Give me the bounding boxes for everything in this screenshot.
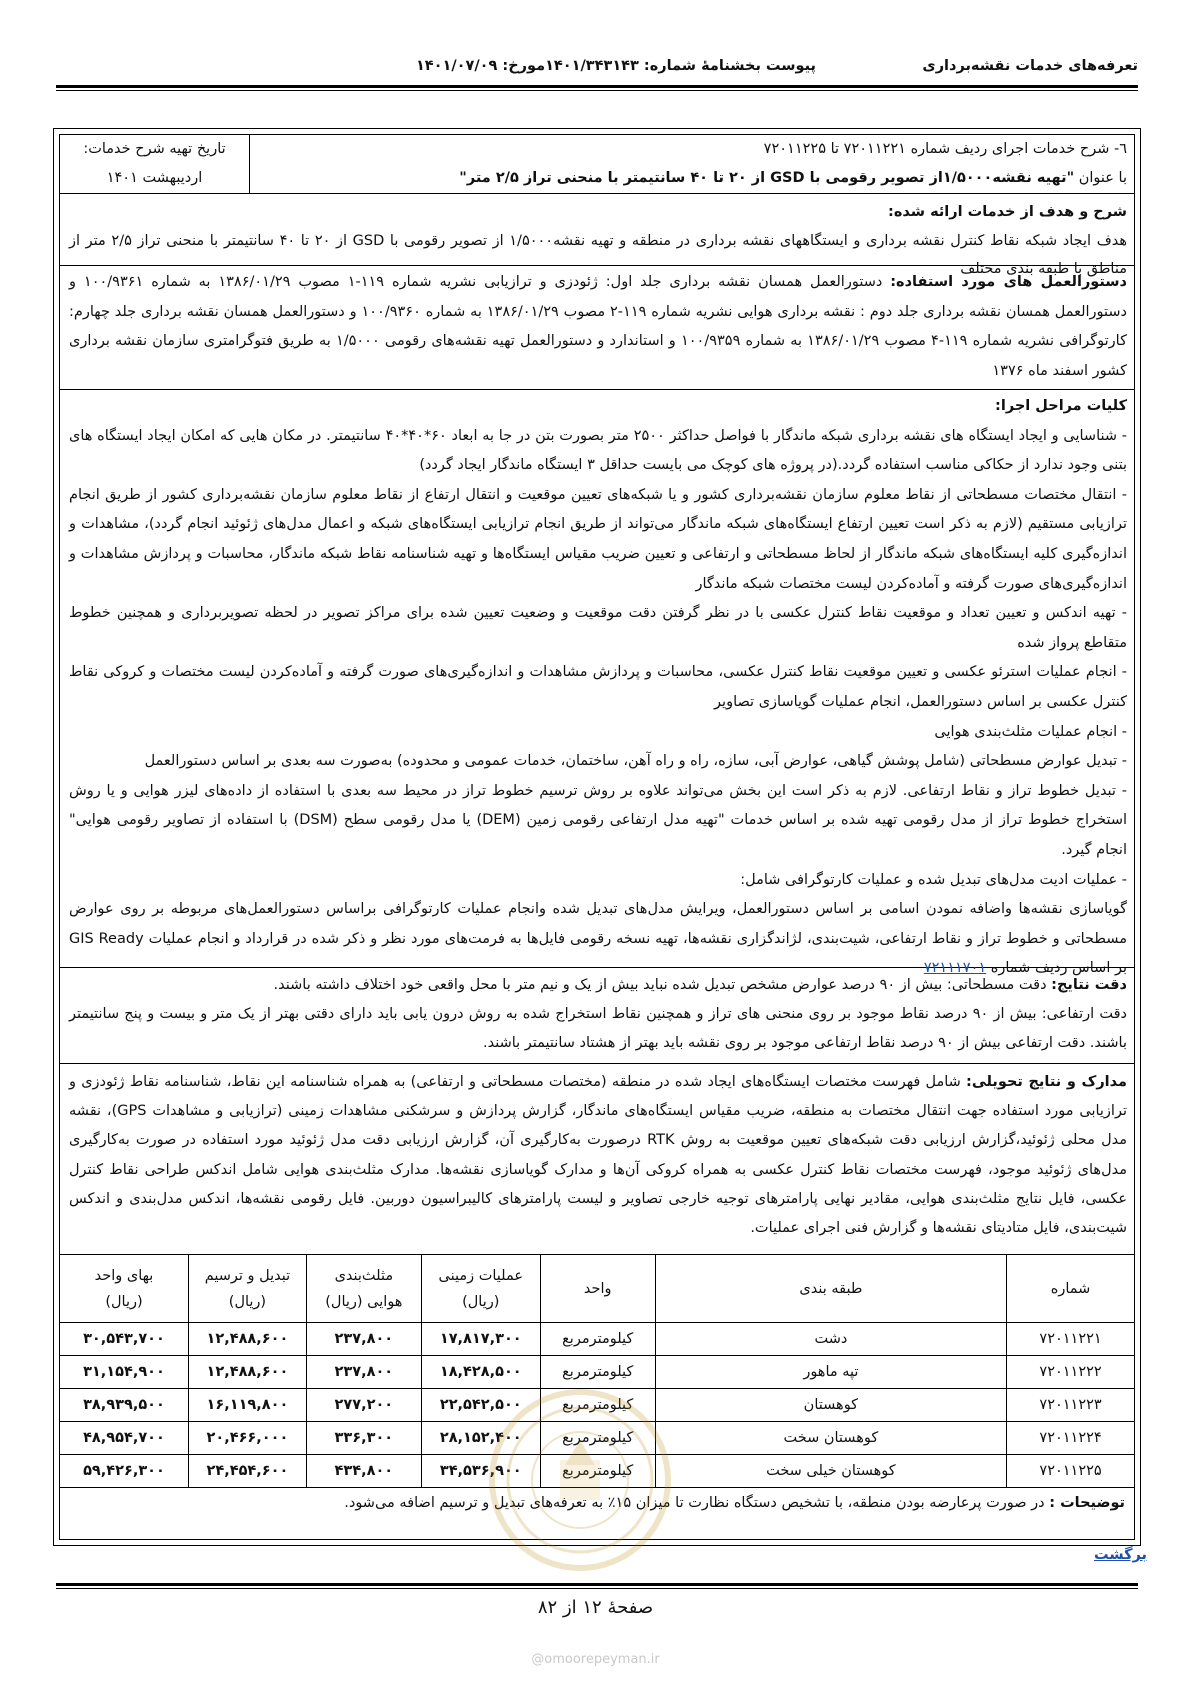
- cell-number: ۷۲۰۱۱۲۲۴: [1007, 1422, 1135, 1455]
- accuracy-planimetric: دقت مسطحاتی: بیش از ۹۰ درصد عوارض مشخص تبدیل شده نباید بیش از یک و نیم متر با محل واقعی خود اختلاف داشته باشند.: [273, 977, 1052, 993]
- cell-number: ۷۲۰۱۱۲۲۳: [1007, 1389, 1135, 1422]
- accuracy-label: دقت نتایج:: [1051, 977, 1127, 993]
- page-header: [56, 52, 1138, 82]
- cell-conv: ۱۲,۴۸۸,۶۰۰: [188, 1356, 306, 1389]
- cell-price: ۳۱,۱۵۴,۹۰۰: [60, 1356, 189, 1389]
- col-conversion: تبدیل و ترسیم (ریال): [188, 1255, 306, 1323]
- rates-table: [59, 1254, 1135, 1488]
- step-item: - تهیه اندکس و تعیین تعداد و موقعیت نقاط کنترل عکسی با در نظر گرفتن دقت موقعیت و وضعیت تعیین شده برای مراکز تصویر در لحظه تصویربرداری و همچنین خطوط متقاطع پرواز شده: [69, 605, 1127, 651]
- goal-text: هدف ایجاد شبکه نقاط کنترل نقشه برداری و ایستگاههای نقشه برداری در منطقه و تهیه نقشه۱/۵۰۰۰ از تصویر رقومی با GSD از ۲۰ تا ۴۰ سانتیمتر با منحنی تراز ۲/۵ متر از مناطق با طبقه بندی مختلف: [69, 233, 1127, 277]
- back-link[interactable]: برگشت: [1094, 1547, 1148, 1563]
- table-row: [60, 1323, 1135, 1356]
- page-number: صفحۀ ۱۲ از ۸۲: [537, 1597, 654, 1618]
- step-item: - تبدیل عوارض مسطحاتی (شامل پوشش گیاهی، عوارض آبی، سازه، راه و راه آهن، ساختمان، خدمات عمومی و محدوده) به‌صورت سه بعدی بر اساس دستورالعمل: [144, 753, 1127, 770]
- accuracy-height: دقت ارتفاعی: بیش از ۹۰ درصد نقاط موجود بر روی منحنی های تراز و همچنین نقاط استخراج شده به روش درون یابی باید دارای دقتی بهتر از یک متر و بیست و پنج سانتیمتر باشند. دقت ارتفاعی بیش از ۹۰ درصد نقاط ارتفاعی موجود بر روی نقشه باید بهتر از هشتاد سانتیمتر باشند.: [69, 1006, 1127, 1051]
- cell-number: ۷۲۰۱۱۲۲۱: [1007, 1323, 1135, 1356]
- step-item: - انجام عملیات مثلث‌بندی هوایی: [934, 723, 1127, 740]
- cell-unit: کیلومترمربع: [540, 1323, 655, 1356]
- cell-class: دشت: [655, 1323, 1006, 1356]
- table-header-row: [60, 1255, 1135, 1323]
- col-number: شماره: [1007, 1255, 1135, 1323]
- instructions-label: دستورالعمل های مورد استفاده:: [890, 274, 1128, 290]
- col-unit-price: بهای واحد (ریال): [60, 1255, 189, 1323]
- row-link[interactable]: ۷۲۱۱۱۷۰۱: [923, 960, 987, 977]
- step-item: - انتقال مختصات مسطحاتی از نقاط معلوم سازمان نقشه‌برداری کشور و یا شبکه‌های تعیین موقعیت و انتقال ارتفاع از نقاط معلوم سازمان نقشه‌برداری کشور از طریق انجام ترازیابی مستقیم (لازم به ذکر است تعیین ارتفاع ایستگاه‌های شبکه ماندگار می‌تواند از طریق انجام ترازیابی ایستگاه‌های شبکه و اعمال مدل‌های ژئوئید انجام گردد)، مشاهدات و اندازه‌گیری کلیه ایستگاه‌های شبکه ماندگار از لحاظ مسطحاتی و ارتفاعی و تعیین ضریب مقیاس ایستگاه‌ها و تهیه شناسنامه نقاط شبکه ماندگار، محاسبات و پردازش مشاهدات و اندازه‌گیری‌های صورت گرفته و آماده‌کردن لیست مختصات شبکه ماندگار: [69, 486, 1127, 592]
- cell-aero: ۲۳۷,۸۰۰: [306, 1323, 421, 1356]
- step-item: گویاسازی نقشه‌ها واضافه نمودن اسامی بر اساس دستورالعمل، ویرایش مدل‌های تبدیل شده وانجام عملیات کارتوگرافی براساس دستورالعمل‌های مربوطه بر روی عوارض مسطحاتی و خطوط تراز و نقاط ارتفاعی، شیت‌بندی، لژاندگزاری نقشه‌ها، تهیه نسخه رقومی فایل‌ها به فرمت‌های مورد نظر و ذکر شده در قرارداد و انجام عملیات GIS Ready بر اساس ردیف شماره: [69, 901, 1127, 977]
- service-title-prefix: با عنوان: [1074, 170, 1127, 186]
- table-row: [60, 1356, 1135, 1389]
- table-row: [60, 1422, 1135, 1455]
- service-rows: شرح خدمات اجرای ردیف شماره ۷۲۰۱۱۲۲۱ تا ۷۲۰۱۱۲۲۵: [763, 141, 1110, 157]
- cell-conv: ۲۰,۴۶۶,۰۰۰: [188, 1422, 306, 1455]
- cell-aero: ۴۳۴,۸۰۰: [306, 1455, 421, 1488]
- cell-ground: ۳۴,۵۳۶,۹۰۰: [421, 1455, 540, 1488]
- footer-rule-thin: [56, 1588, 1138, 1589]
- cell-class: کوهستان سخت: [655, 1422, 1006, 1455]
- col-class: طبقه بندی: [655, 1255, 1006, 1323]
- header-rule: [56, 85, 1138, 88]
- footer-rule: [56, 1583, 1138, 1586]
- accuracy-section: [59, 968, 1135, 1064]
- cell-ground: ۱۷,۸۱۷,۳۰۰: [421, 1323, 540, 1356]
- table-row: [60, 1455, 1135, 1488]
- site-watermark: @omoorepeyman.ir: [531, 1652, 660, 1667]
- instructions-section: [59, 266, 1135, 390]
- service-date-label: تاریخ تهیه شرح خدمات:: [83, 141, 226, 157]
- cell-class: تپه ماهور: [655, 1356, 1006, 1389]
- notes-label: توضیحات :: [1049, 1495, 1125, 1511]
- cell-price: ۵۹,۴۲۶,۳۰۰: [60, 1455, 189, 1488]
- cell-ground: ۲۸,۱۵۲,۴۰۰: [421, 1422, 540, 1455]
- cell-unit: کیلومترمربع: [540, 1356, 655, 1389]
- service-date-box: [59, 134, 250, 194]
- deliverables-section: [59, 1064, 1135, 1254]
- service-heading: [250, 134, 1135, 194]
- cell-price: ۳۸,۹۳۹,۵۰۰: [60, 1389, 189, 1422]
- cell-conv: ۱۲,۴۸۸,۶۰۰: [188, 1323, 306, 1356]
- goal-section: [59, 194, 1135, 277]
- step-item: - تبدیل خطوط تراز و نقاط ارتفاعی. لازم به ذکر است این بخش می‌تواند علاوه بر روش ترسیم خطوط تراز در محیط سه بعدی با استفاده از داده‌های لیزر هوایی و یا روش استخراج خطوط تراز از مدل رقومی تهیه شده بر اساس خدمات "تهیه مدل ارتفاعی رقومی زمین (DEM) یا مدل رقومی سطح (DSM) با استفاده از تصاویر رقومی هوایی" انجام گیرد.: [69, 782, 1127, 858]
- cell-ground: ۱۸,۴۲۸,۵۰۰: [421, 1356, 540, 1389]
- col-unit: واحد: [540, 1255, 655, 1323]
- cell-conv: ۱۶,۱۱۹,۸۰۰: [188, 1389, 306, 1422]
- instructions-text: دستورالعمل همسان نقشه برداری جلد اول: ژئودزی و ترازیابی نشریه شماره ۱۱۹-۱ مصوب ۱۳۸۶/۰۱/۲۹ به شماره ۱۰۰/۹۳۶۱ و دستورالعمل همسان نقشه برداری جلد دوم : نقشه برداری هوایی نشریه شماره ۱۱۹-۲ مصوب ۱۳۸۶/۰۱/۲۹ به شماره ۱۰۰/۹۳۶۰ و دستورالعمل همسان نقشه برداری جلد چهارم: کارتوگرافی نشریه شماره ۱۱۹-۴ مصوب ۱۳۸۶/۰۱/۲۹ به شماره ۱۰۰/۹۳۵۹ و استاندارد و دستورالعمل تهیه نقشه‌های رقومی ۱/۵۰۰۰ به طریق فتوگرامتری سازمان نقشه برداری کشور اسفند ماه ۱۳۷۶: [69, 274, 1128, 379]
- service-date-value: اردیبهشت ۱۴۰۱: [106, 170, 203, 186]
- cell-conv: ۲۴,۴۵۴,۶۰۰: [188, 1455, 306, 1488]
- table-row: [60, 1389, 1135, 1422]
- header-rule-thin: [56, 90, 1138, 91]
- service-number: ٦-: [1113, 141, 1127, 157]
- cell-price: ۳۰,۵۴۳,۷۰۰: [60, 1323, 189, 1356]
- cell-price: ۴۸,۹۵۴,۷۰۰: [60, 1422, 189, 1455]
- notes-section: [59, 1489, 1135, 1517]
- cell-aero: ۳۳۶,۳۰۰: [306, 1422, 421, 1455]
- cell-aero: ۲۷۷,۲۰۰: [306, 1389, 421, 1422]
- cell-aero: ۲۳۷,۸۰۰: [306, 1356, 421, 1389]
- cell-class: کوهستان خیلی سخت: [655, 1455, 1006, 1488]
- cell-number: ۷۲۰۱۱۲۲۵: [1007, 1455, 1135, 1488]
- cell-number: ۷۲۰۱۱۲۲۲: [1007, 1356, 1135, 1389]
- notes-text: در صورت پرعارضه بودن منطقه، با تشخیص دستگاه نظارت تا میزان ۱۵٪ به تعرفه‌های تبدیل و ترسیم اضافه می‌شود.: [344, 1495, 1050, 1511]
- step-item: - شناسایی و ایجاد ایستگاه های نقشه برداری شبکه ماندگار با فواصل حداکثر ۲۵۰۰ متر بصورت بتن در جا به ابعاد ۶۰*۴۰*۴۰ سانتیمتر. در مکان هایی که امکان ایجاد ایستگاه های بتنی وجود ندارد از حکاکی مناسب استفاده گردد.(در پروژه های کوچک می بایست حداقل ۳ ایستگاه ماندگار ایجاد گردد): [69, 427, 1127, 474]
- cell-unit: کیلومترمربع: [540, 1422, 655, 1455]
- cell-unit: کیلومترمربع: [540, 1389, 655, 1422]
- col-aerotriangulation: مثلث‌بندی هوایی (ریال): [306, 1255, 421, 1323]
- col-ground: عملیات زمینی (ریال): [421, 1255, 540, 1323]
- cell-ground: ۲۲,۵۴۲,۵۰۰: [421, 1389, 540, 1422]
- steps-label: کلیات مراحل اجرا:: [995, 398, 1127, 414]
- document-title: تعرفه‌های خدمات نقشه‌برداری: [922, 58, 1138, 74]
- deliverables-label: مدارک و نتایج تحویلی:: [966, 1074, 1127, 1090]
- cell-unit: کیلومترمربع: [540, 1455, 655, 1488]
- step-item: - عملیات ادیت مدل‌های تبدیل شده و عملیات کارتوگرافی شامل:: [740, 871, 1127, 888]
- cell-class: کوهستان: [655, 1389, 1006, 1422]
- service-title: "تهیه نقشه۱/۵۰۰۰از تصویر رقومی با GSD از ۲۰ تا ۴۰ سانتیمتر با منحنی تراز ۲/۵ متر": [459, 170, 1075, 186]
- deliverables-text: شامل فهرست مختصات ایستگاه‌های ایجاد شده در منطقه (مختصات مسطحاتی و ارتفاعی) به همراه شناسنامه این نقاط، شناسنامه نقاط ژئودزی و ترازیابی مورد استفاده جهت انتقال مختصات به منطقه، ضریب مقیاس ایستگاه‌های ماندگار، گزارش پردازش و سرشکنی مشاهدات زمینی (ترازیابی و مشاهدات GPS)، نقشه مدل محلی ژئوئید،گزارش ارزیابی دقت شبکه‌های تعیین موقعیت به روش RTK درصورت به‌کارگیری آن، گزارش ارزیابی دقت مدل ژئوئید مورد استفاده در صورت به‌کارگیری مدل‌های ژئوئید موجود، فهرست مختصات نقاط کنترل عکسی به همراه کروکی آن‌ها و مدارک گویاسازی نقشه‌ها. مدارک مثلث‌بندی هوایی شامل اندکس طراحی نقاط کنترل عکسی، فایل نتایج مثلث‌بندی هوایی، مقادیر نهایی پارامترهای توجیه خارجی تصاویر و لیست پارامترهای کالیبراسیون دوربین. فایل رقومی نقشه‌ها، اندکس مدل‌بندی و اندکس شیت‌بندی، فایل متادیتای نقشه‌ها و گزارش فنی اجرای عملیات.: [69, 1074, 1127, 1237]
- steps-section: [59, 390, 1135, 977]
- step-item: - انجام عملیات استرئو عکسی و تعیین موقعیت نقاط کنترل عکسی، محاسبات و پردازش مشاهدات و اندازه‌گیری‌های صورت گرفته و آماده‌کردن لیست مختصات و کروکی نقاط کنترل عکسی بر اساس دستورالعمل، انجام عملیات گویاسازی تصاویر: [69, 664, 1127, 710]
- goal-label: شرح و هدف از خدمات ارائه شده:: [888, 204, 1127, 220]
- circular-reference: پیوست بخشنامۀ شماره: ۱۴۰۱/۳۴۳۱۴۳مورخ: ۱۴۰۱/۰۷/۰۹: [415, 58, 816, 74]
